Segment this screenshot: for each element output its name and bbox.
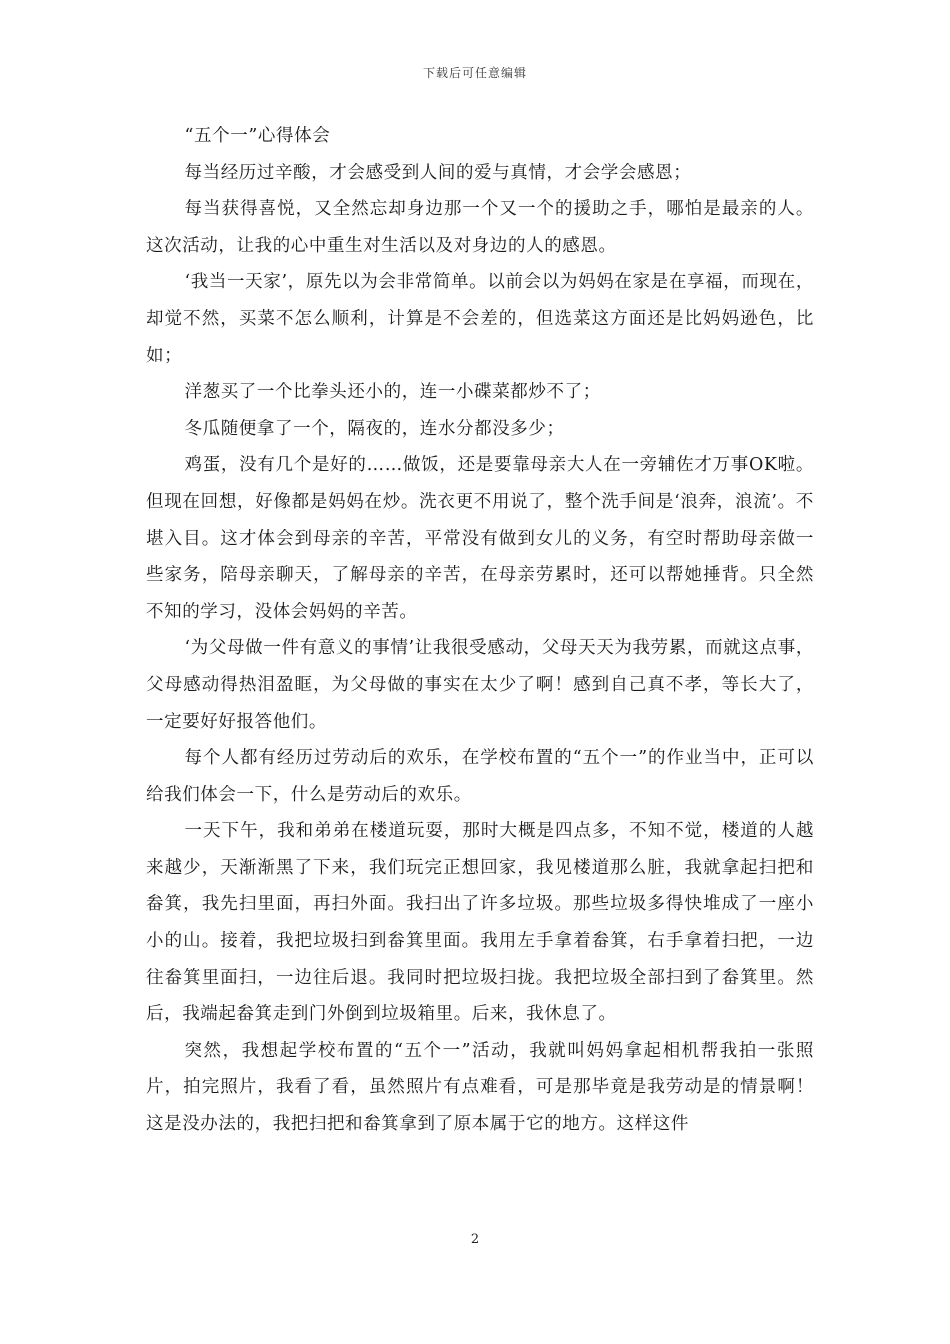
paragraph-6: 鸡蛋，没有几个是好的……做饭，还是要靠母亲大人在一旁辅佐才万事OK啦。但现在回想，好像都是妈妈在炒。洗衣更不用说了，整个洗手间是‘浪奔，浪流’。不堪入目。这才体会到母亲的辛苦，平常没有做到女儿的义务，有空时帮助母亲做一些家务，陪母亲聊天，了解母亲的辛苦，在母亲劳累时，还可以帮她捶背。只全然不知的学习，没体会妈妈的辛苦。 (146, 455, 814, 622)
paragraph-8: 每个人都有经历过劳动后的欢乐，在学校布置的“五个一”的作业当中，正可以给我们体会一下，什么是劳动后的欢乐。 (146, 748, 814, 805)
document-body (146, 118, 814, 1143)
paragraph-5: 冬瓜随便拿了一个，隔夜的，连水分都没多少； (184, 418, 565, 439)
document-title: “五个一”心得体会 (184, 126, 331, 146)
paragraph-3: ‘我当一天家’，原先以为会非常简单。以前会以为妈妈在家是在享福，而现在，却觉不然，买菜不怎么顺利，计算是不会差的，但选菜这方面还是比妈妈逊色，比如； (146, 272, 814, 366)
paragraph-7: ‘为父母做一件有意义的事情’让我很受感动，父母天天为我劳累，而就这点事，父母感动得热泪盈眶，为父母做的事实在太少了啊！感到自己真不孝，等长大了，一定要好好报答他们。 (146, 638, 814, 732)
paragraph-2: 每当获得喜悦，又全然忘却身边那一个又一个的援助之手，哪怕是最亲的人。这次活动，让我的心中重生对生活以及对身边的人的感恩。 (146, 199, 814, 256)
paragraph-10: 突然，我想起学校布置的“五个一”活动，我就叫妈妈拿起相机帮我拍一张照片，拍完照片，我看了看，虽然照片有点难看，可是那毕竟是我劳动是的情景啊！这是没办法的，我把扫把和畚箕拿到了原本属于它的地方。这样这件 (146, 1040, 814, 1135)
paragraph-1: 每当经历过辛酸，才会感受到人间的爱与真情，才会学会感恩； (184, 162, 692, 183)
paragraph-9: 一天下午，我和弟弟在楼道玩耍，那时大概是四点多，不知不觉，楼道的人越来越少，天渐渐黑了下来，我们玩完正想回家，我见楼道那么脏，我就拿起扫把和畚箕，我先扫里面，再扫外面。我扫出了许多垃圾。那些垃圾多得快堆成了一座小小的山。接着，我把垃圾扫到畚箕里面。我用左手拿着畚箕，右手拿着扫把，一边往畚箕里面扫，一边往后退。我同时把垃圾扫拢。我把垃圾全部扫到了畚箕里。然后，我端起畚箕走到门外倒到垃圾箱里。后来，我休息了。 (146, 821, 814, 1025)
paragraph-4: 洋葱买了一个比拳头还小的，连一小碟菜都炒不了； (184, 382, 601, 403)
page-number: 2 (470, 1232, 480, 1247)
page-header: 下载后可任意编辑 (422, 66, 527, 80)
